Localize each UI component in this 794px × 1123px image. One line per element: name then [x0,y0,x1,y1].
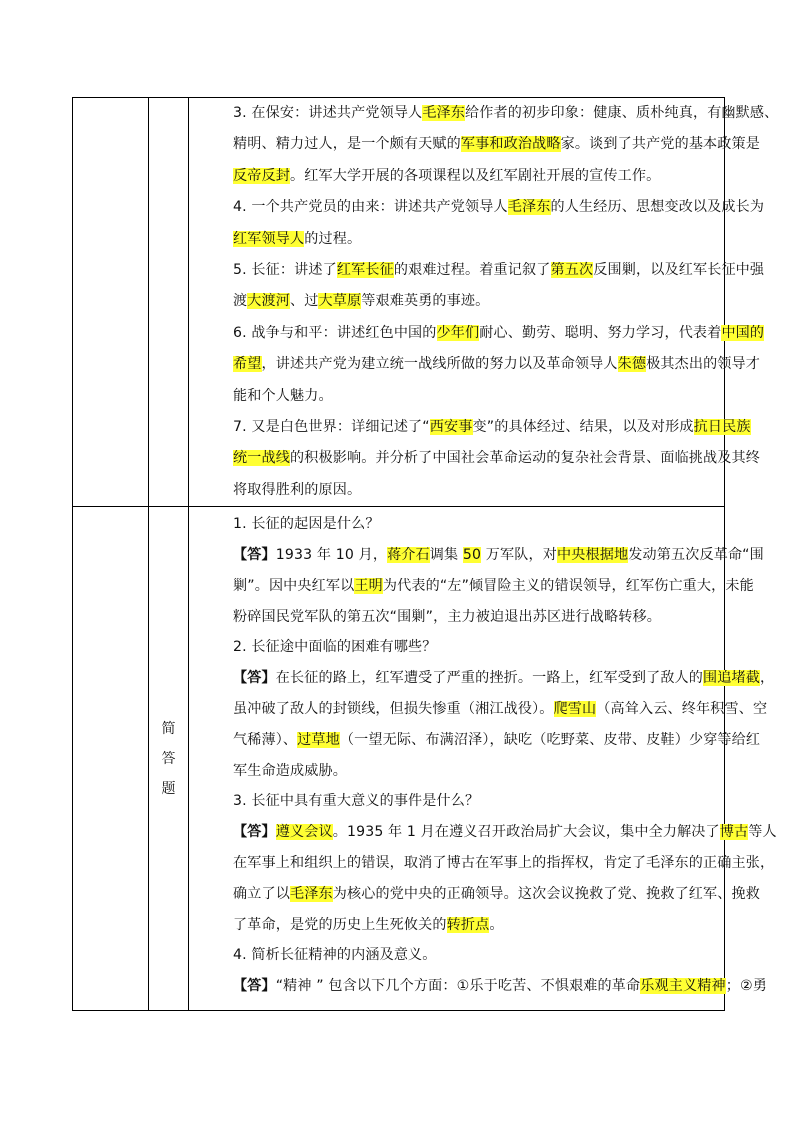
highlighted-keyword: 围追堵截 [703,670,761,687]
text-segment: 。 [489,916,504,933]
text-segment: ，讲述共产党为建立统一战线所做的努力以及革命领导人 [261,356,618,373]
text-line [233,879,761,910]
highlighted-keyword: 军事和政治战略 [460,136,561,153]
text-segment: ， [760,670,775,687]
short-answer-label-char: 答 [161,750,176,767]
highlighted-keyword: 蒋介石 [387,547,430,564]
text-line [233,286,720,317]
text-segment: 耐心、勤劳、聪明、努力学习，代表着 [479,324,722,341]
highlighted-keyword: 转折点 [446,916,490,933]
text-segment: 。红军大学开展的各项课程以及红军剧社开展的宣传工作。 [289,167,661,184]
text-segment: 粉碎国民党军队的第五次“围剿”，主力被迫退出苏区进行战略转移。 [233,608,661,625]
text-segment: 、过 [289,293,319,310]
text-segment: 万军队，对 [481,547,558,564]
highlighted-keyword: 希望 [233,356,262,373]
text-line [233,817,777,848]
highlighted-keyword: 毛泽东 [422,105,466,121]
short-answer-label-char: 题 [161,780,176,797]
text-segment: 5. 长征：讲述了 [233,262,337,279]
text-line [233,848,775,879]
highlighted-keyword: 博古 [719,824,749,841]
highlighted-keyword: 遵义会议 [275,824,333,841]
row1-category-cell [73,98,149,507]
text-segment: 4. 简析长征精神的内涵及意义。 [233,947,437,964]
text-segment: 气稀薄）、 [233,731,298,748]
highlighted-keyword: 50 [462,547,482,564]
short-answer-cell [189,507,777,1011]
text-segment: 将取得胜利的原因。 [233,481,362,498]
text-line [233,475,720,506]
highlighted-keyword: 少年们 [436,324,480,341]
text-segment: 在军事上和组织上的错误，取消了博古在军事上的指挥权，肯定了毛泽东的正确主张， [233,855,775,872]
chapter-summary-cell [189,98,779,507]
highlighted-keyword: 第五次 [550,262,594,279]
text-segment: 虽冲破了敌人的封锁线，但损失惨重（湘江战役）。 [233,701,554,718]
text-line [233,540,764,571]
answer-marker: 【答】 [233,547,276,564]
text-segment: 反围剿，以及红军长征中强 [593,262,765,279]
text-segment: 家。谈到了共产党的基本政策是 [560,136,761,153]
short-answer-label-cell [149,507,189,1011]
chapter-summary [189,98,779,506]
text-line [233,412,751,443]
highlighted-keyword: 中国的 [721,324,765,341]
text-segment: 3. 长征中具有重大意义的事件是什么？ [233,793,480,810]
text-segment: 渡 [233,293,248,310]
text-line [233,786,720,817]
text-segment: 剿”。因中央红军以 [233,577,355,594]
highlighted-keyword: 王明 [354,577,383,594]
text-segment: 军生命造成威胁。 [233,762,347,779]
answer-marker: 【答】 [233,670,276,687]
highlighted-keyword: 红军领导人 [233,230,305,247]
text-segment: 能和个人魅力。 [233,387,333,404]
text-line [233,509,720,540]
highlighted-keyword: 爬雪山 [553,701,597,718]
highlighted-keyword: 抗日民族 [693,419,751,436]
text-segment: 。1935 年 1 月在遵义召开政治局扩大会议，集中全力解决了 [332,824,720,841]
text-segment: 的艰难过程。着重记叙了 [393,262,551,279]
row2-category-cell [73,507,149,1011]
text-segment: 在长征的路上，红军遭受了严重的挫折。一路上，红军受到了敌人的 [275,670,704,687]
text-segment: 7. 又是白色世界：详细记述了“ [233,419,430,436]
text-line [233,255,765,286]
highlighted-keyword: 大草原 [318,293,362,310]
text-line [233,129,761,160]
highlighted-keyword: 中央根据地 [557,547,629,564]
text-line [233,756,720,787]
highlighted-keyword: 毛泽东 [507,199,551,216]
text-line [233,725,761,756]
highlighted-keyword: 毛泽东 [289,885,333,902]
text-segment: （高耸入云、终年积雪、空 [596,701,768,718]
text-segment: 的人生经历、思想变改以及成长为 [550,199,765,216]
text-line [233,381,720,412]
text-segment: 等艰难英勇的事迹。 [361,293,490,310]
short-answer-list [189,507,777,1002]
highlighted-keyword: 过草地 [297,731,340,748]
text-segment: 1933 年 10 月， [275,547,388,564]
text-line [233,443,761,474]
text-line [233,571,754,602]
text-line [233,349,761,380]
text-segment: 3. 在保安：讲述共产党领导人 [233,105,423,121]
text-line [233,192,765,223]
text-segment: 2. 长征途中面临的困难有哪些？ [233,639,437,656]
text-segment: 确立了以 [233,885,290,902]
text-segment: 的积极影响。并分析了中国社会革命运动的复杂社会背景、面临挑战及其终 [289,450,761,467]
highlighted-keyword: 统一战线 [233,450,290,467]
text-line [233,98,779,129]
text-segment: 6. 战争与和平：讲述红色中国的 [233,324,437,341]
text-line [233,663,775,694]
highlighted-keyword: 乐观主义精神 [640,978,726,995]
text-line [233,632,720,663]
text-line [233,602,720,633]
notes-table [72,97,779,1011]
highlighted-keyword: 大渡河 [247,293,290,310]
text-segment: 的过程。 [304,230,362,247]
answer-marker: 【答】 [233,824,276,841]
text-segment: 调集 [429,547,463,564]
answer-marker: 【答】 [233,978,276,995]
highlighted-keyword: 反帝反封 [233,167,290,184]
short-answer-label-char: 简 [161,720,176,737]
text-line [233,910,720,941]
text-line [233,318,765,349]
text-segment: 精明、精力过人，是一个颇有天赋的 [233,136,461,153]
row1-label-cell [149,98,189,507]
text-segment: ；②勇 [725,978,768,995]
text-line [233,940,720,971]
text-line [233,224,720,255]
text-line [233,971,768,1002]
text-segment: 发动第五次反革命“围 [628,547,764,564]
text-segment: “精神 ” 包含以下几个方面：①乐于吃苦、不惧艰难的革命 [275,978,641,995]
text-segment: 了革命，是党的历史上生死攸关的 [233,916,447,933]
text-line [233,694,768,725]
text-segment: 为核心的党中央的正确领导。这次会议挽救了党、挽救了红军、挽救 [332,885,761,902]
highlighted-keyword: 朱德 [617,356,647,373]
text-segment: 极其杰出的领导才 [646,356,761,373]
text-segment: 1. 长征的起因是什么？ [233,516,380,533]
highlighted-keyword: 红军长征 [336,262,394,279]
text-segment: 给作者的初步印象：健康、质朴纯真，有幽默感、 [465,105,779,121]
highlighted-keyword: 西安事 [429,419,473,436]
text-line [233,161,720,192]
text-segment: 等人 [748,824,777,841]
text-segment: 为代表的“左”倾冒险主义的错误领导，红军伤亡重大，未能 [382,577,754,594]
text-segment: 4. 一个共产党员的由来：讲述共产党领导人 [233,199,508,216]
text-segment: 变”的具体经过、结果，以及对形成 [472,419,694,436]
text-segment: （一望无际、布满沼泽），缺吃（吃野菜、皮带、皮鞋）少穿等给红 [339,731,761,748]
